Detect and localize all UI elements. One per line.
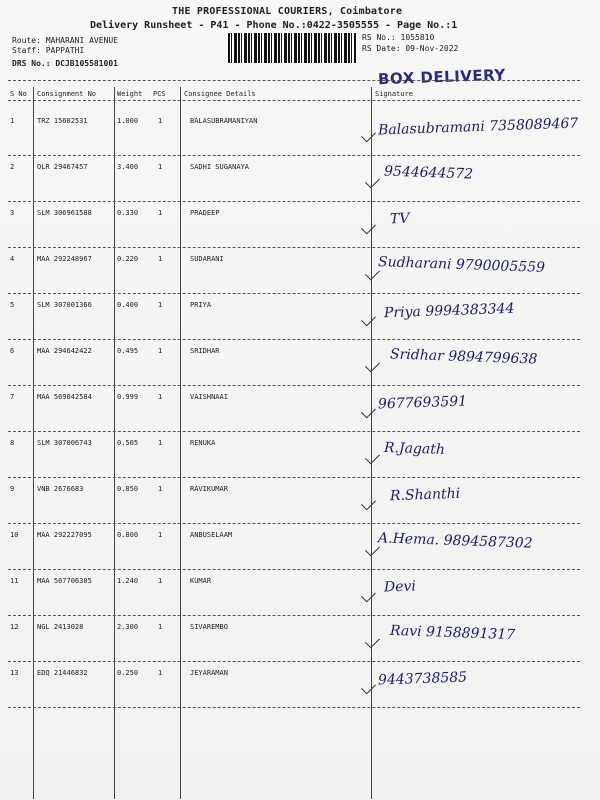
col-header-consignment: Consignment No	[37, 90, 97, 98]
cell-sno: 4	[10, 255, 15, 263]
cell-consignment: SLM 307006743	[37, 439, 92, 447]
cell-sno: 7	[10, 393, 15, 401]
cell-sno: 13	[10, 669, 19, 677]
signature: TV	[389, 210, 410, 228]
cell-consignee: PRADEEP	[190, 209, 220, 217]
row-divider	[8, 247, 580, 248]
check-mark-icon	[365, 358, 380, 373]
col-header-signature: Signature	[375, 90, 413, 98]
check-mark-icon	[361, 496, 376, 511]
check-mark-icon	[361, 404, 376, 419]
signature: 9677693591	[377, 393, 468, 413]
rs-number: RS No.: 1055810	[362, 33, 435, 42]
check-mark-icon	[365, 174, 380, 189]
cell-consignee: PRIYA	[190, 301, 212, 309]
cell-consignment: SLM 307001366	[37, 301, 92, 309]
col-divider	[371, 87, 372, 799]
col-header-weight: Weight	[117, 90, 143, 98]
row-divider	[8, 293, 580, 294]
cell-consignee: KUMAR	[190, 577, 212, 585]
cell-pcs: 1	[158, 669, 163, 677]
box-delivery-stamp: BOX DELIVERY	[377, 65, 507, 89]
signature: Sridhar 9894799638	[389, 346, 538, 368]
row-divider	[8, 477, 580, 478]
signature: A.Hema. 9894587302	[377, 530, 533, 552]
row-divider	[8, 155, 580, 156]
check-mark-icon	[361, 220, 376, 235]
drs-field: DRS No.: DCJB105581001	[12, 59, 118, 68]
cell-weight: 0.250	[117, 669, 139, 677]
cell-sno: 12	[10, 623, 19, 631]
header-divider-bottom	[8, 100, 580, 101]
cell-pcs: 1	[158, 117, 163, 125]
signature: 9544644572	[383, 163, 474, 183]
cell-consignment: MAA 294642422	[37, 347, 92, 355]
cell-pcs: 1	[158, 347, 163, 355]
check-mark-icon	[365, 450, 380, 465]
cell-consignment: MAA 567706305	[37, 577, 92, 585]
cell-sno: 2	[10, 163, 15, 171]
cell-weight: 0.999	[117, 393, 139, 401]
check-mark-icon	[361, 680, 376, 695]
cell-pcs: 1	[158, 485, 163, 493]
cell-pcs: 1	[158, 623, 163, 631]
cell-pcs: 1	[158, 439, 163, 447]
header-divider-top	[8, 80, 580, 81]
cell-pcs: 1	[158, 255, 163, 263]
signature: Priya 9994383344	[383, 300, 515, 322]
col-divider	[33, 87, 34, 799]
check-mark-icon	[361, 312, 376, 327]
cell-weight: 1.000	[117, 117, 139, 125]
signature: 9443738585	[377, 669, 468, 689]
cell-sno: 11	[10, 577, 19, 585]
cell-consignment: MAA 292227095	[37, 531, 92, 539]
row-divider	[8, 385, 580, 386]
cell-consignee: ANBUSELAAM	[190, 531, 233, 539]
cell-weight: 0.800	[117, 531, 139, 539]
cell-sno: 3	[10, 209, 15, 217]
row-divider	[8, 569, 580, 570]
cell-sno: 1	[10, 117, 15, 125]
cell-weight: 0.850	[117, 485, 139, 493]
signature: Sudharani 9790005559	[377, 254, 546, 276]
cell-consignee: SIVAREMBO	[190, 623, 228, 631]
signature: R.Jagath	[383, 439, 446, 459]
cell-sno: 9	[10, 485, 15, 493]
row-divider	[8, 431, 580, 432]
cell-consignee: SRIDHAR	[190, 347, 220, 355]
cell-consignment: VNB 2676683	[37, 485, 84, 493]
col-divider	[114, 87, 115, 799]
check-mark-icon	[365, 634, 380, 649]
runsheet-subtitle: Delivery Runsheet - P41 - Phone No.:0422-3505555 - Page No.:1	[90, 20, 458, 31]
cell-consignee: SADHI SUGANAYA	[190, 163, 250, 171]
check-mark-icon	[361, 128, 376, 143]
col-header-sno: S No	[10, 90, 27, 98]
cell-consignee: BALASUBRAMANIYAN	[190, 117, 258, 125]
cell-weight: 0.220	[117, 255, 139, 263]
cell-weight: 1.240	[117, 577, 139, 585]
cell-consignee: RENUKA	[190, 439, 216, 447]
col-divider	[180, 87, 181, 799]
signature: Balasubramani 7358089467	[377, 115, 579, 139]
cell-pcs: 1	[158, 531, 163, 539]
row-divider	[8, 615, 580, 616]
cell-weight: 3.400	[117, 163, 139, 171]
barcode	[228, 33, 356, 63]
row-divider	[8, 707, 580, 708]
company-header: THE PROFESSIONAL COURIERS, Coimbatore	[172, 6, 403, 17]
cell-weight: 0.495	[117, 347, 139, 355]
cell-sno: 6	[10, 347, 15, 355]
cell-consignment: OLR 29467457	[37, 163, 88, 171]
col-header-pcs: PCS	[153, 90, 166, 98]
cell-consignee: VAISHNAAI	[190, 393, 228, 401]
cell-pcs: 1	[158, 577, 163, 585]
cell-consignment: TRZ 15602531	[37, 117, 88, 125]
cell-consignment: MAA 569042584	[37, 393, 92, 401]
cell-consignee: SUDARANI	[190, 255, 224, 263]
cell-pcs: 1	[158, 209, 163, 217]
row-divider	[8, 661, 580, 662]
cell-pcs: 1	[158, 301, 163, 309]
cell-weight: 0.330	[117, 209, 139, 217]
cell-weight: 0.400	[117, 301, 139, 309]
cell-weight: 2.300	[117, 623, 139, 631]
rs-date: RS Date: 09-Nov-2022	[362, 44, 459, 53]
cell-consignee: RAVIKUMAR	[190, 485, 228, 493]
route-field: Route: MAHARANI AVENUE	[12, 36, 118, 45]
cell-consignee: JEYARAMAN	[190, 669, 228, 677]
cell-consignment: NGL 2413028	[37, 623, 84, 631]
cell-sno: 5	[10, 301, 15, 309]
staff-field: Staff: PAPPATHI	[12, 46, 85, 55]
cell-consignment: SLM 306961588	[37, 209, 92, 217]
cell-pcs: 1	[158, 163, 163, 171]
row-divider	[8, 523, 580, 524]
cell-sno: 10	[10, 531, 19, 539]
cell-pcs: 1	[158, 393, 163, 401]
check-mark-icon	[361, 588, 376, 603]
cell-consignment: MAA 292248967	[37, 255, 92, 263]
signature: Ravi 9158891317	[389, 622, 516, 644]
row-divider	[8, 339, 580, 340]
row-divider	[8, 201, 580, 202]
cell-weight: 0.505	[117, 439, 139, 447]
signature: Devi	[383, 578, 417, 596]
cell-consignment: EDQ 21446832	[37, 669, 88, 677]
col-header-consignee: Consignee Details	[184, 90, 256, 98]
cell-sno: 8	[10, 439, 15, 447]
signature: R.Shanthi	[389, 485, 461, 505]
